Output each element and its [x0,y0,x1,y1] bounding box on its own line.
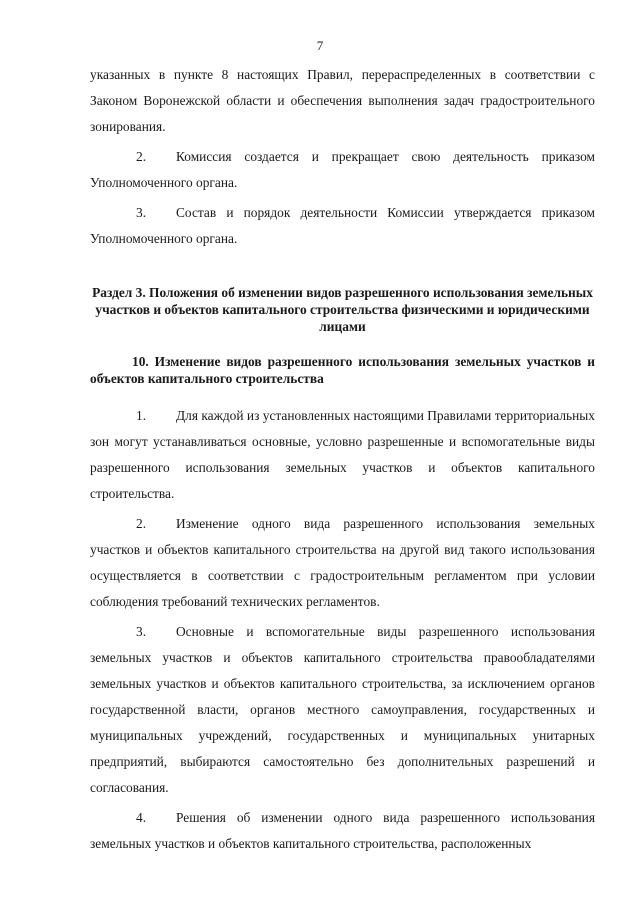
clause-text: Состав и порядок деятельности Комиссии утверждается приказом Уполномоченного органа. [90,205,595,246]
clause-text: Решения об изменении одного вида разрешенного использования земельных участков и объектов капитального строительства, расположенных [90,810,595,851]
clause-number: 3. [136,624,147,639]
page-content [90,62,595,861]
clause-text: Изменение одного вида разрешенного использования земельных участков и объектов капитального строительства на другой вид такого использования осуществляется в соответствии с градостроительным регламентом при условии соблюдения требований технических регламентов. [90,516,595,609]
clause-number: 3. [136,205,147,220]
article-clause-3 [90,619,595,801]
clause-number: 2. [136,516,147,531]
clause-number: 4. [136,810,147,825]
article-clause-4 [90,805,595,857]
section-title: Раздел 3. Положения об изменении видов разрешенного использования земельных участков и объектов капитального строительства физическими и юридическими лицами [92,285,593,334]
clause-number: 1. [136,408,147,423]
clause-text: Основные и вспомогательные виды разрешенного использования земельных участков и объектов капитального строительства правообладателями земельных участков и объектов капитального строительства, за исключением органов государственной власти, органов местного самоуправления, государственных и муниципальных учреждений, государственных и муниципальных унитарных предприятий, выбираются самостоятельно без дополнительных разрешений и согласования. [90,624,595,795]
clause-text: Для каждой из установленных настоящими Правилами территориальных зон могут устанавливаться основные, условно разрешенные и вспомогательные виды разрешенного использования земельных участков и объектов капитального строительства. [90,408,595,501]
page-number: 7 [316,38,324,53]
intro-paragraph: указанных в пункте 8 настоящих Правил, перераспределенных в соответствии с Законом Воронежской области и обеспечения выполнения задач градостроительного зонирования. [90,67,595,134]
article-title: 10. Изменение видов разрешенного использования земельных участков и объектов капитального строительства [90,354,595,386]
clause-text: Комиссия создается и прекращает свою деятельность приказом Уполномоченного органа. [90,149,595,190]
article-clause-2 [90,511,595,615]
clause-number: 2. [136,149,147,164]
article-clause-1 [90,403,595,507]
clause-3 [90,200,595,252]
clause-2 [90,144,595,196]
